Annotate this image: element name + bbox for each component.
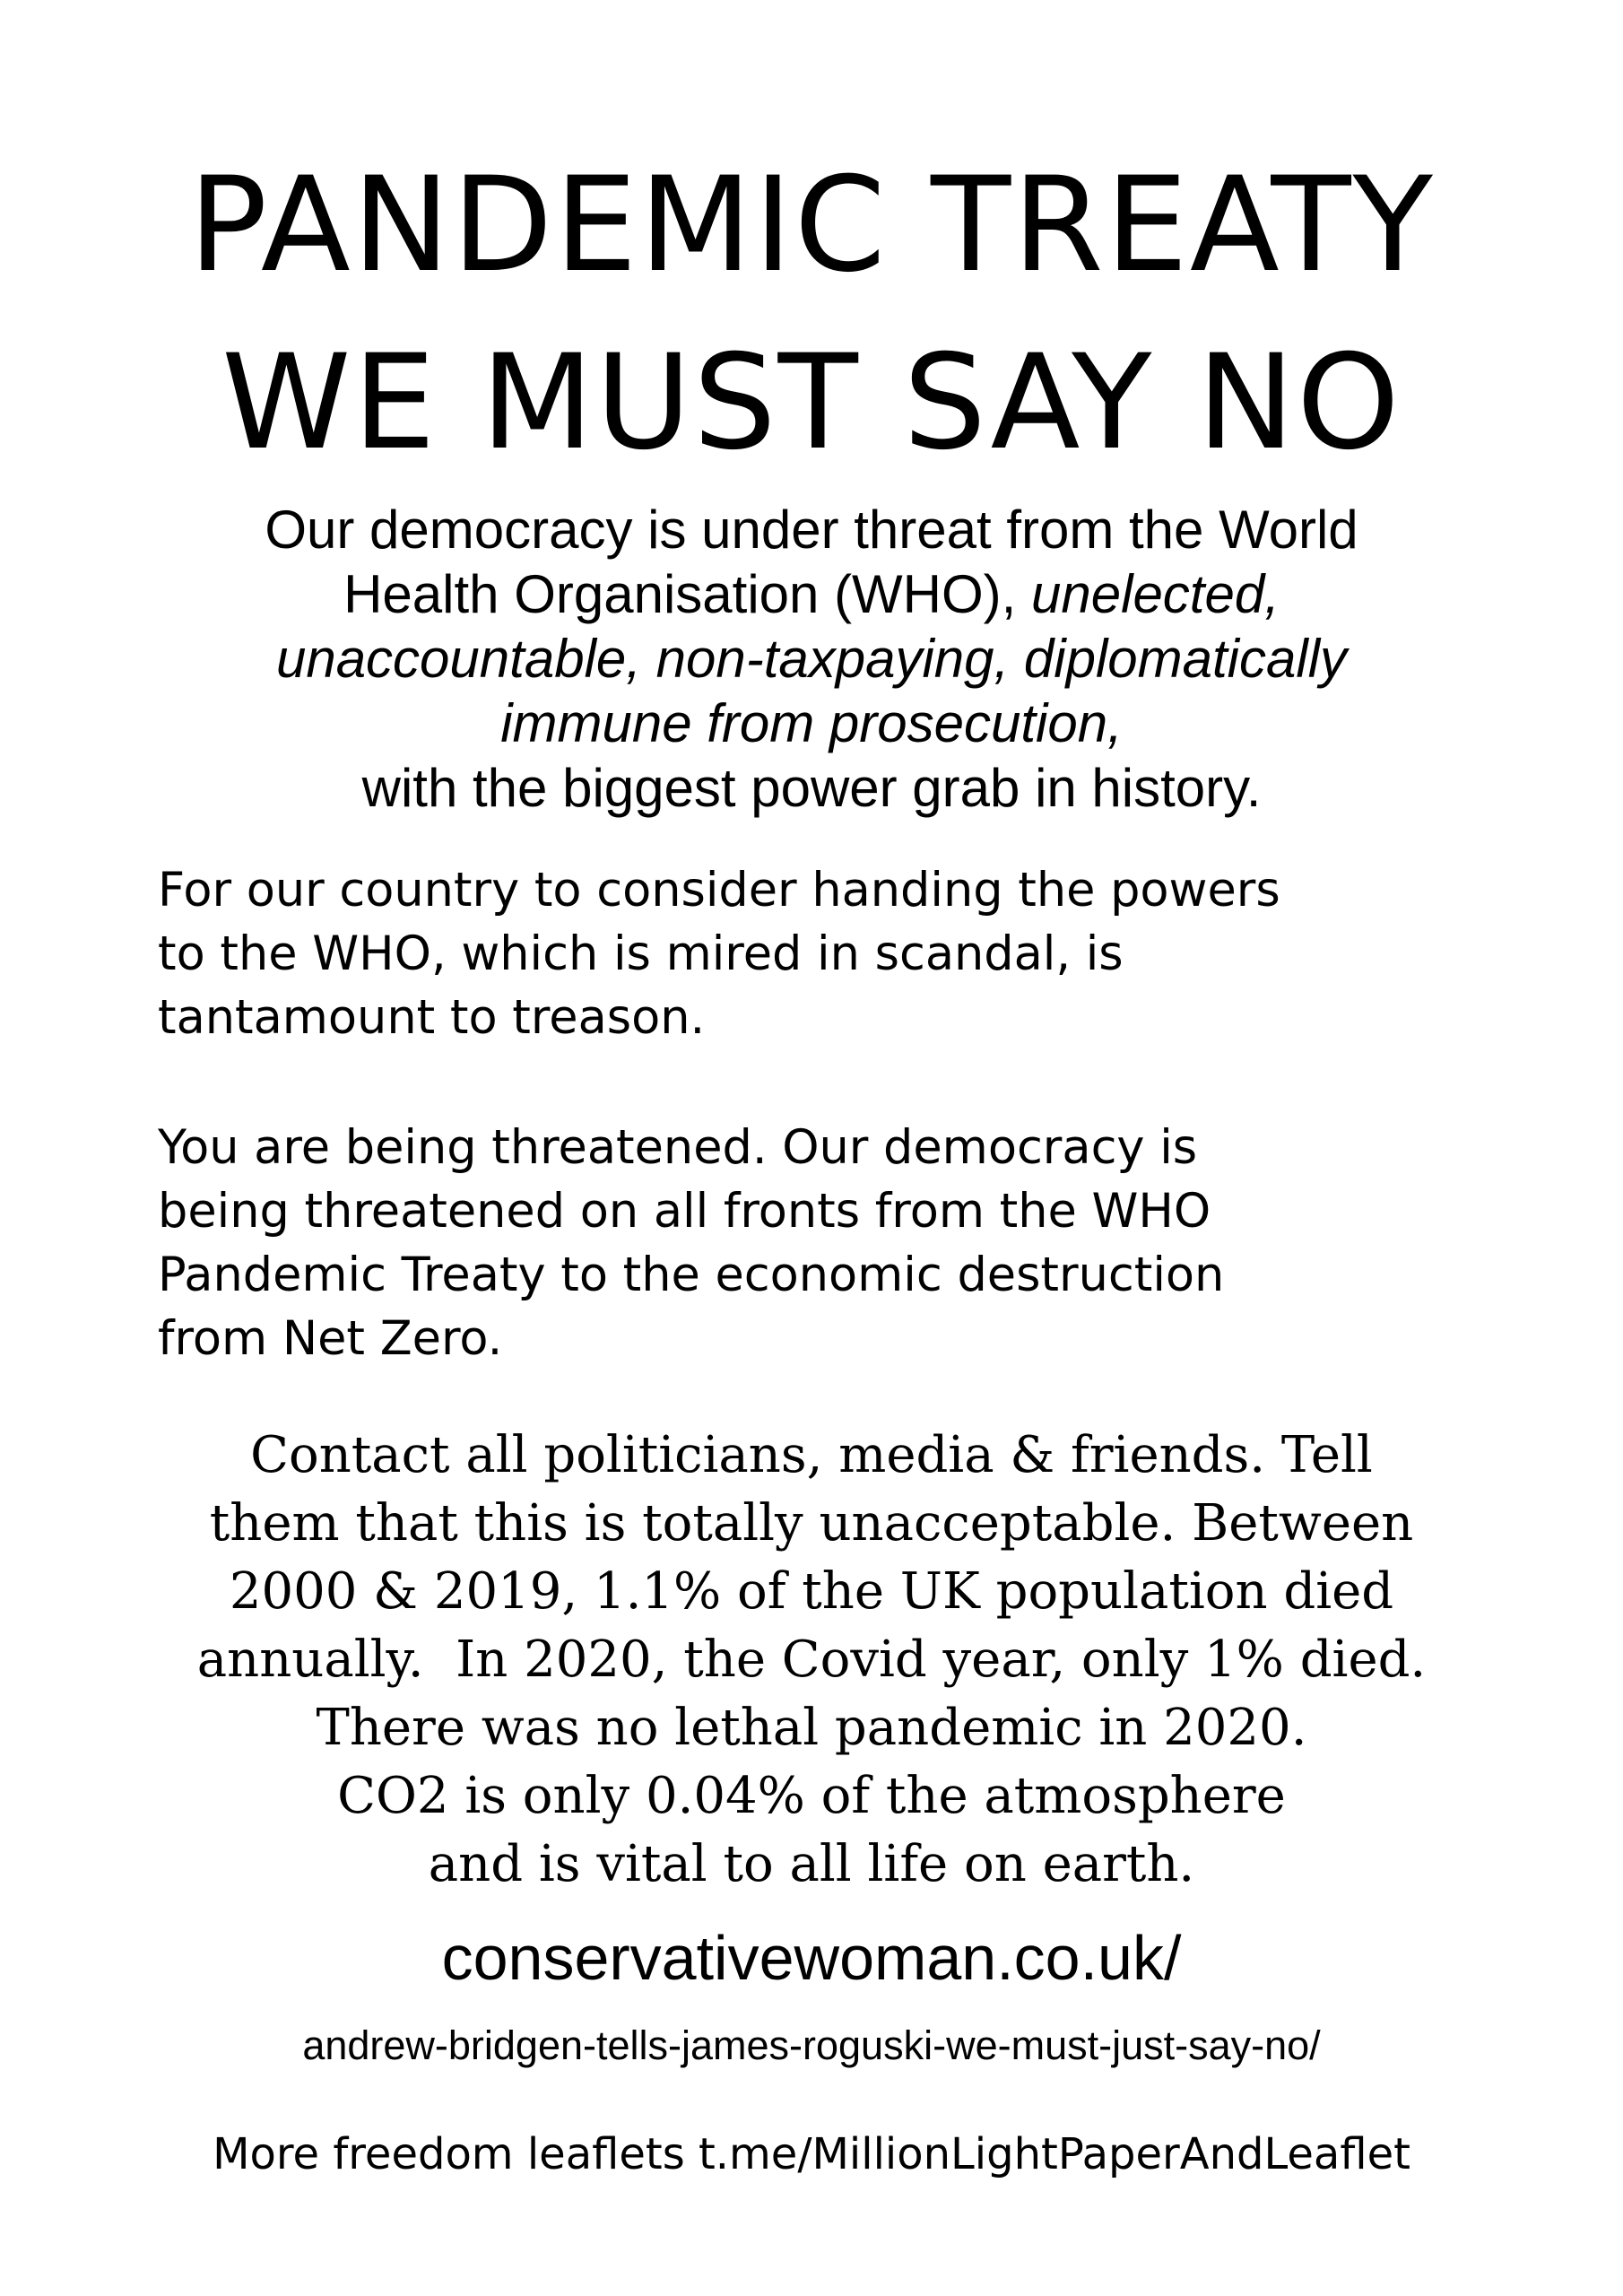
intro-line-3: unaccountable, non-taxpaying, diplomatically xyxy=(275,629,1348,689)
contact-line: and is vital to all life on earth. xyxy=(428,1834,1195,1893)
intro-line-5: with the biggest power grab in history. xyxy=(361,758,1262,818)
source-url-domain: conservativewoman.co.uk/ xyxy=(441,1923,1182,1993)
treason-line: For our country to consider handing the powers xyxy=(158,863,1280,918)
treason-line: tantamount to treason. xyxy=(158,989,706,1045)
footer-leaflets-link: More freedom leaflets t.me/MillionLightPaperAndLeaflet xyxy=(213,2129,1410,2179)
threat-line: being threatened on all fronts from the WHO xyxy=(158,1183,1211,1239)
contact-line: annually. In 2020, the Covid year, only 1% died. xyxy=(196,1630,1427,1689)
intro-line-4: immune from prosecution, xyxy=(500,693,1123,753)
headline-line-1: PANDEMIC TREATY xyxy=(188,149,1435,301)
intro-line-2 xyxy=(90,562,1533,627)
contact-line: CO2 is only 0.04% of the atmosphere xyxy=(337,1766,1286,1825)
treason-paragraph xyxy=(158,859,1557,1050)
contact-line: them that this is totally unacceptable. Between xyxy=(209,1493,1414,1552)
contact-line: 2000 & 2019, 1.1% of the UK population died xyxy=(229,1561,1394,1621)
contact-line: There was no lethal pandemic in 2020. xyxy=(316,1698,1307,1757)
threat-paragraph xyxy=(158,1117,1557,1371)
headline-line-2: WE MUST SAY NO xyxy=(221,326,1402,479)
threat-line: You are being threatened. Our democracy is xyxy=(158,1120,1198,1175)
treason-line: to the WHO, which is mired in scandal, is xyxy=(158,926,1124,981)
intro-line-2-italic: unelected, xyxy=(1031,564,1280,624)
contact-paragraph xyxy=(90,1422,1533,1899)
threat-line: from Net Zero. xyxy=(158,1310,503,1366)
source-url-path: andrew-bridgen-tells-james-roguski-we-must-just-say-no/ xyxy=(302,2022,1321,2068)
threat-line: Pandemic Treaty to the economic destruction xyxy=(158,1247,1225,1302)
intro-line-2-plain: Health Organisation (WHO), xyxy=(343,564,1031,624)
contact-line: Contact all politicians, media & friends. Tell xyxy=(250,1426,1373,1484)
intro-paragraph xyxy=(90,498,1533,821)
intro-line-1: Our democracy is under threat from the World xyxy=(265,500,1358,560)
